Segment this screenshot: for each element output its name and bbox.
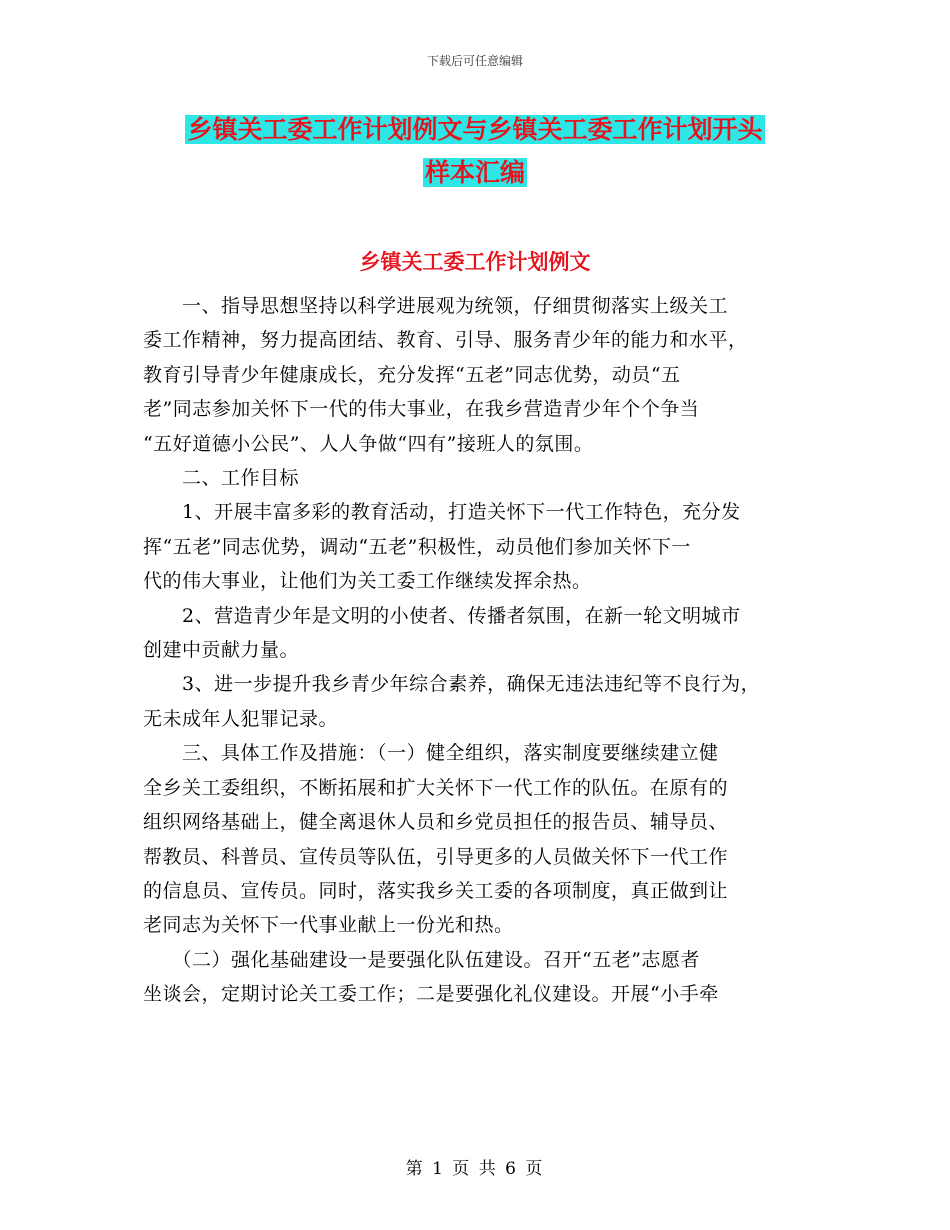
text-line: 无未成年人犯罪记录。 [143, 707, 339, 730]
page-footer: 第 1 页 共 6 页 [405, 1159, 545, 1179]
header-note: 下载后可任意编辑 [426, 54, 523, 68]
text-line: “五好道德小公民”、人人争做“四有”接班人的氛围。 [143, 432, 594, 455]
text-line: 委工作精神，努力提高团结、教育、引导、服务青少年的能力和水平， [143, 329, 748, 352]
text-line: 坐谈会，定期讨论关工委工作；二是要强化礼仪建设。开展“小手牵 [143, 983, 719, 1006]
text-line: 的信息员、宣传员。同时，落实我乡关工委的各项制度，真正做到让 [143, 879, 729, 902]
text-line: 挥“五老”同志优势，调动“五老”积极性，动员他们参加关怀下一 [143, 535, 691, 558]
text-line: 一、指导思想坚持以科学进展观为统领，仔细贯彻落实上级关工 [143, 295, 729, 317]
body-text [143, 289, 813, 1012]
text-line: 3、进一步提升我乡青少年综合素养，确保无违法违纪等不良行为， [143, 673, 761, 696]
text-line: 2、营造青少年是文明的小使者、传播者氛围，在新一轮文明城市 [143, 604, 741, 627]
text-line: 全乡关工委组织，不断拓展和扩大关怀下一代工作的队伍。在原有的 [143, 776, 729, 799]
text-line: 创建中贡献力量。 [143, 639, 300, 662]
text-line: 老同志为关怀下一代事业献上一份光和热。 [143, 914, 514, 937]
text-line: 1、开展丰富多彩的教育活动，打造关怀下一代工作特色，充分发 [143, 501, 741, 524]
text-line: 教育引导青少年健康成长，充分发挥“五老”同志优势，动员“五 [143, 363, 681, 386]
document-title-line-2: 样本汇编 [424, 158, 525, 187]
document-title-line-1: 乡镇关工委工作计划例文与乡镇关工委工作计划开头 [187, 115, 763, 144]
text-line: 老”同志参加关怀下一代的伟大事业，在我乡营造青少年个个争当 [143, 398, 700, 421]
text-line: 三、具体工作及措施：（一）健全组织，落实制度要继续建立健 [143, 742, 719, 765]
section-heading: 乡镇关工委工作计划例文 [359, 250, 591, 274]
text-line: （二）强化基础建设一是要强化队伍建设。召开“五老”志愿者 [143, 948, 700, 971]
text-line: 代的伟大事业，让他们为关工委工作继续发挥余热。 [143, 570, 592, 593]
text-line: 组织网络基础上，健全离退休人员和乡党员担任的报告员、辅导员、 [143, 811, 729, 834]
text-line: 二、工作目标 [143, 467, 300, 490]
text-line: 帮教员、科普员、宣传员等队伍，引导更多的人员做关怀下一代工作 [143, 845, 729, 868]
